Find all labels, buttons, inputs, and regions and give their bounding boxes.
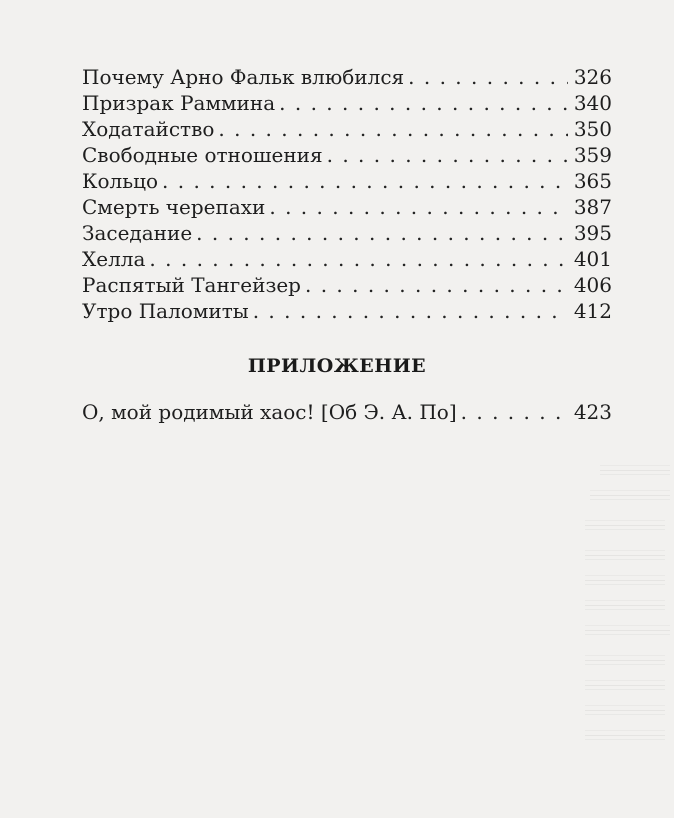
- toc-entry-page: 412: [573, 299, 612, 323]
- toc-entry: [82, 246, 612, 272]
- toc-entry-page: 423: [573, 400, 612, 424]
- dot-leader: [218, 116, 568, 142]
- table-of-contents: [82, 64, 612, 324]
- toc-entry-page: 406: [573, 273, 612, 297]
- toc-entry-title: О, мой родимый хаос! [Об Э. А. По]: [82, 400, 457, 424]
- toc-entry: [82, 298, 612, 324]
- toc-entry-page: 401: [573, 247, 612, 271]
- toc-entry-title: Распятый Тангейзер: [82, 273, 301, 297]
- toc-entry-page: 340: [573, 91, 612, 115]
- toc-entry: [82, 142, 612, 168]
- toc-entry: [82, 90, 612, 116]
- toc-entry-title: Призрак Раммина: [82, 91, 276, 115]
- dot-leader: [162, 168, 568, 194]
- toc-entry: [82, 194, 612, 220]
- toc-entry-page: 326: [573, 65, 612, 89]
- toc-entry-title: Ходатайство: [82, 117, 215, 141]
- dot-leader: [269, 194, 568, 220]
- dot-leader: [461, 399, 568, 425]
- dot-leader: [196, 220, 568, 246]
- appendix-heading: ПРИЛОЖЕНИЕ: [247, 355, 427, 377]
- toc-entry-title: Свободные отношения: [82, 143, 323, 167]
- toc-entry-title: Кольцо: [82, 169, 159, 193]
- toc-entry: [82, 168, 612, 194]
- dot-leader: [149, 246, 568, 272]
- toc-entry: [82, 220, 612, 246]
- dot-leader: [253, 298, 568, 324]
- toc-entry-title: Заседание: [82, 221, 193, 245]
- toc-entry-title: Смерть черепахи: [82, 195, 266, 219]
- dot-leader: [327, 142, 568, 168]
- toc-entry: [82, 64, 612, 90]
- toc-entry: [82, 399, 612, 425]
- dot-leader: [279, 90, 568, 116]
- appendix-contents: [82, 399, 612, 425]
- toc-entry-title: Хелла: [82, 247, 146, 271]
- toc-entry: [82, 272, 612, 298]
- toc-entry-page: 365: [573, 169, 612, 193]
- toc-entry-title: Почему Арно Фальк влюбился: [82, 65, 405, 89]
- toc-entry-page: 395: [573, 221, 612, 245]
- dot-leader: [408, 64, 568, 90]
- toc-entry: [82, 116, 612, 142]
- dot-leader: [305, 272, 568, 298]
- toc-entry-page: 359: [573, 143, 612, 167]
- toc-entry-page: 350: [573, 117, 612, 141]
- toc-entry-page: 387: [573, 195, 612, 219]
- toc-entry-title: Утро Паломиты: [82, 299, 249, 323]
